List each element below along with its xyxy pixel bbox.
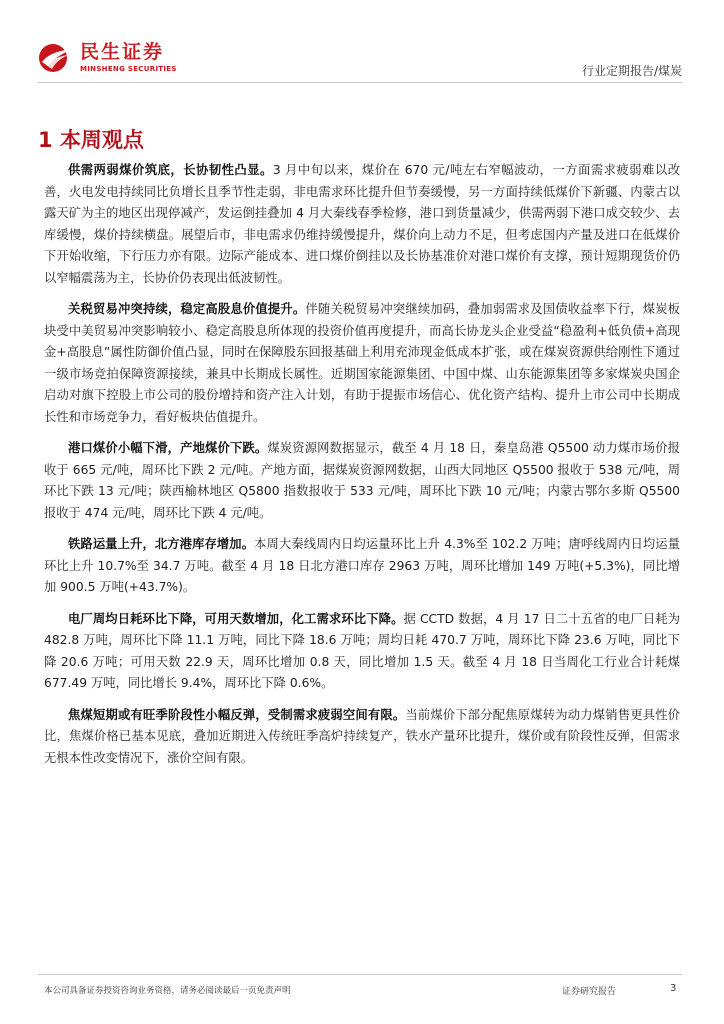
header-divider (38, 82, 682, 83)
paragraph-lead: 港口煤价小幅下滑，产地煤价下跌。 (68, 441, 268, 455)
brand-name-cn: 民生证券 (80, 41, 165, 63)
footer-report-label: 证券研究报告 (562, 987, 617, 997)
paragraph-body: 3 月中旬以来，煤价在 670 元/吨左右窄幅波动，一方面需求疲弱难以改善，火电发电持续同比负增长且季节性走弱，非电需求环比提升但节奏缓慢，另一方面持续低煤价下新疆、内蒙古以露天矿为主的地区出现停减产，发运倒挂叠加 4 月大秦线春季检修，港口到货量减少，供需两弱下港口成交较少、去库缓慢，煤价持续横盘。展望后市，非电需求仍维持缓慢提升，煤价向上动力不足，但考虑国内产量及进口在低煤价下开始收缩，下行压力亦有限。边际产能成本、进口煤价倒挂以及长协基准价对港口煤价有支撑，预计短期现货价仍以窄幅震荡为主，长协价仍表现出低波韧性。 (44, 163, 680, 285)
section-title: 1 本周观点 (38, 128, 144, 152)
page-header (0, 0, 724, 90)
footer-disclaimer: 本公司具备证券投资咨询业务资格，请务必阅读最后一页免责声明 (44, 986, 291, 996)
footer-divider (38, 974, 682, 975)
paragraph-lead: 电厂周均日耗环比下降，可用天数增加，化工需求环比下降。 (68, 611, 404, 626)
minsheng-logo-icon (38, 43, 74, 73)
brand-name-en: MINSHENG SECURITIES (80, 65, 177, 73)
paragraph-lead: 铁路运量上升，北方港库存增加。 (68, 537, 255, 551)
paragraph-body: 本周大秦线周内日均运量环比上升 4.3%至 102.2 万吨；唐呼线周内日均运量环比上升 10.7%至 34.7 万吨。截至 4 月 18 日北方港口库存 2963 万吨，周环比增加 149 万吨(+5.3%)，同比增加 900.5 万吨(+43.7%)。 (44, 537, 680, 594)
paragraph-body: 伴随关税贸易冲突继续加码，叠加弱需求及国债收益率下行，煤炭板块受中美贸易冲突影响较小、稳定高股息所体现的投资价值再度提升，而高长协龙头企业受益“稳盈利+低负债+高现金+高股息”属性防御价值凸显，同时在保障股东回报基础上利用充沛现金低成本扩张，或在煤炭资源供给刚性下通过一级市场竞拍保障资源接续，兼具中长期成长属性。近期国家能源集团、中国中煤、山东能源集团等多家煤炭央国企启动对旗下控股上市公司的股份增持和资产注入计划，有助于提振市场信心、优化资产结构、提升上市公司中长期成长性和市场竞争力，看好板块估值提升。 (44, 302, 680, 424)
paragraph-railway (44, 534, 680, 599)
paragraph-body: 据 CCTD 数据，4 月 17 日二十五省的电厂日耗为 482.8 万吨，周环比下降 11.1 万吨，同比下降 18.6 万吨；周均日耗 470.7 万吨，周环比下降 23.6 万吨，同比下降 20.6 万吨；可用天数 22.9 天，周环比增加 0.8 天，同比增加 1.5 天。截至 4 月 18 日当周化工行业合计耗煤 677.49 万吨，同比增长 9.4%，周环比下降 0.6%。 (44, 611, 680, 690)
paragraph-tariff (44, 299, 680, 428)
paragraph-port-price (44, 438, 680, 524)
paragraph-lead: 供需两弱煤价筑底，长协韧性凸显。 (68, 163, 273, 177)
paragraph-body: 当前煤价下部分配焦原煤转为动力煤销售更具性价比，焦煤价格已基本见底，叠加近期进入传统旺季高炉持续复产，铁水产量环比提升，煤价或有阶段性反弹，但需求无根本性改变情况下，涨价空间有限。 (44, 707, 680, 765)
paragraph-body: 煤炭资源网数据显示，截至 4 月 18 日，秦皇岛港 Q5500 动力煤市场价报收于 665 元/吨，周环比下跌 2 元/吨。产地方面，据煤炭资源网数据，山西大同地区 Q5500 报收于 538 元/吨，周环比下跌 13 元/吨；陕西榆林地区 Q5800 指数报收于 533 元/吨，周环比下跌 10 元/吨；内蒙古鄂尔多斯 Q5500 报收于 474 元/吨，周环比下跌 4 元/吨。 (44, 441, 680, 520)
brand-logo (38, 42, 177, 74)
paragraph-lead: 关税贸易冲突持续，稳定高股息价值提升。 (68, 302, 306, 316)
paragraph-power-plant (44, 609, 680, 695)
paragraph-supply-demand (44, 160, 680, 289)
paragraph-lead: 焦煤短期或有旺季阶段性小幅反弹，受制需求疲弱空间有限。 (68, 707, 406, 722)
report-type-label: 行业定期报告/煤炭 (581, 64, 682, 78)
page-number: 3 (670, 983, 677, 994)
report-body (44, 160, 680, 779)
paragraph-coking-coal (44, 705, 680, 770)
